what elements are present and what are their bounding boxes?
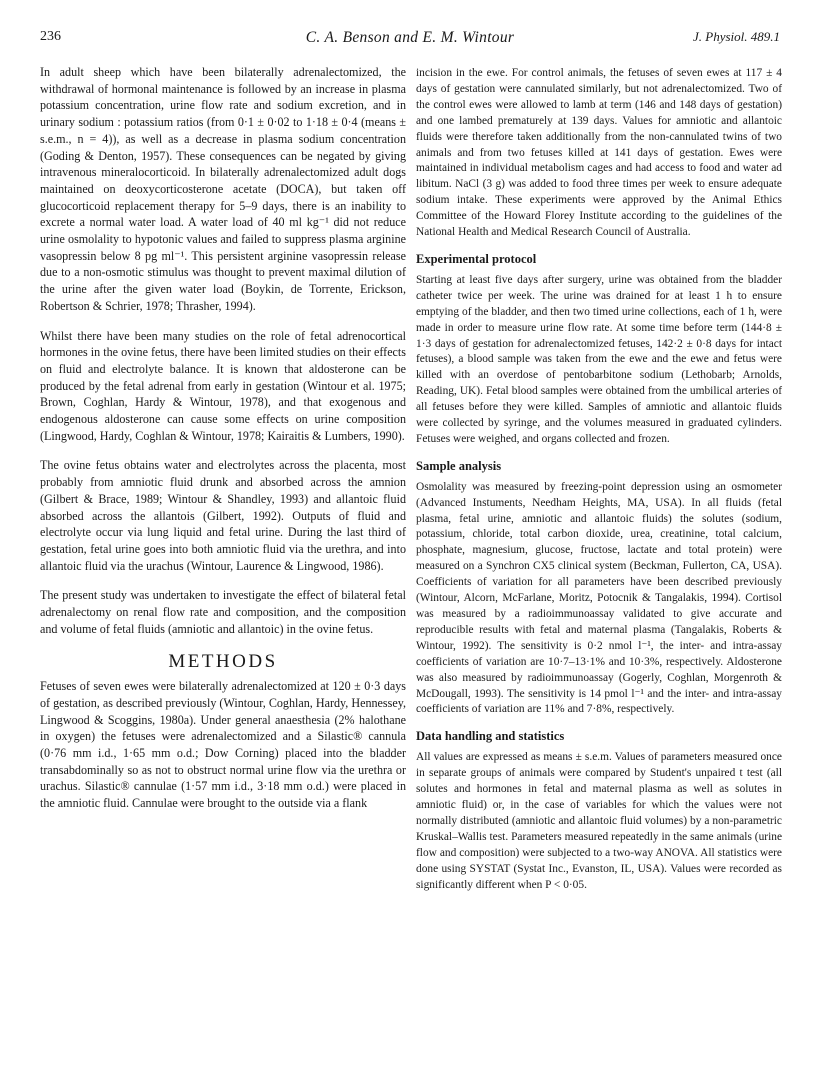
page-number: 236	[40, 29, 61, 44]
subsection-heading: Sample analysis	[416, 458, 502, 473]
running-authors: C. A. Benson and E. M. Wintour	[305, 29, 515, 46]
subsection-heading: Experimental protocol	[416, 251, 537, 266]
paragraph: The ovine fetus obtains water and electrolytes across the placenta, most probably from amniotic fluid drunk and absorbed across the amnion (Gilbert & Brace, 1989; Wintour & Shandley, 1993) and allantoic fluid absorbed across the allantois (Gilbert, 1992). Outputs of fluid and electrolyte occur via lung liquid and fetal urine. During the last third of gestation, fetal urine goes into both amniotic fluid via the urethra, and into allantoic fluid via the urachus (Wintour, Laurence & Lingwood, 1986).	[40, 458, 406, 573]
paragraph: Starting at least five days after surgery, urine was obtained from the bladder catheter twice per week. The urine was drained for at least 1 h to ensure emptying of the bladder, and then two timed urine collections, each of 1 h, were made in order to measure urine flow rate. At some time before term (144·8 ± 1·3 days of gestation for adrenalectomized fetuses, 142·2 ± 0·8 days for intact fetuses), a blood sample was taken from the ewe and the ewe and fetus were killed with an overdose of pentobarbitone sodium (Lethobarb; Arnolds, Reading, UK). Fetal blood samples were obtained from the umbilical arteries of all fetuses before they were killed. Samples of amniotic and allantoic fluids were collected by syringe, and the volumes measured in graduated cylinders. Fetuses were weighed, and organs collected and frozen.	[416, 273, 782, 445]
paragraph: Whilst there have been many studies on the role of fetal adrenocortical hormones in the ovine fetus, there have been limited studies on their effects on fluid and electrolyte balance. It is known that aldosterone can be produced by the fetal adrenal from early in gestation (Wintour et al. 1975; Brown, Coghlan, Hardy & Wintour, 1978), and that exogenous and endogenous aldosterone can cause some effects on urine composition (Lingwood, Hardy, Coghlan & Wintour, 1978; Kairaitis & Lumbers, 1990).	[40, 328, 406, 443]
paragraph: Fetuses of seven ewes were bilaterally adrenalectomized at 120 ± 0·3 days of gestation, as described previously (Wintour, Coghlan, Hardy, Hennessey, Lingwood & Scoggins, 1980a). Under general anaesthesia (2% halothane in oxygen) the fetuses were adrenalectomized and a Silastic® cannula (0·76 mm i.d., 1·65 mm o.d.; Dow Corning) placed into the bladder transabdominally so as not to obstruct normal urine flow via the urethra or urachus. Silastic® cannulae (1·57 mm i.d., 3·18 mm o.d.) were placed in the amniotic fluid. Cannulae were brought to the outside via a flank	[40, 679, 406, 811]
paragraph: incision in the ewe. For control animals, the fetuses of seven ewes at 117 ± 4 days of gestation were cannulated similarly, but not adrenalectomized. Two of the control ewes were allowed to lamb at term (146 and 148 days of gestation) and one lambed prematurely at 139 days. Values for amniotic and allantoic fluids were therefore taken additionally from the non-cannulated twins of two animals and from two fetuses killed at 141 days of gestation. Ewes were maintained in individual metabolism cages and had access to food and water ad libitum. NaCl (3 g) was added to food three times per week to ensure adequate sodium intake. These experiments were approved by the Animal Ethics Committee of the Howard Florey Institute according to the guidelines of the National Health and Medical Research Council of Australia.	[416, 67, 782, 239]
section-heading-methods: METHODS	[168, 650, 278, 672]
right-column	[416, 66, 782, 904]
paragraph: In adult sheep which have been bilaterally adrenalectomized, the withdrawal of hormonal maintenance is followed by an increase in plasma potassium concentration, urine flow rate and sodium excretion, and in urinary sodium : potassium ratios (from 0·1 ± 0·02 to 1·18 ± 0·4 (means ± s.e.m., n = 4)), as well as a decrease in plasma sodium concentration (Goding & Denton, 1957). These consequences can be negated by giving intravenous mineralocorticoid. In bilaterally adrenalectomized adult dogs maintained on deoxycorticosterone acetate (DOCA), but taken off glucocorticoid replacement therapy for 5–9 days, there is an inability to excrete a normal water load. A water load of 40 ml kg⁻¹ did not reduce urine osmolality to hypotonic values and failed to suppress plasma arginine vasopressin below 8 pg ml⁻¹. This persistent arginine vasopressin release due to a non-osmotic stimulus was thought to prevent maximal dilution of the urine after the given water load (Boykin, de Torrente, Erickson, Robertson & Schrier, 1978; Thrasher, 1994).	[40, 65, 406, 313]
left-column	[40, 64, 406, 825]
subsection-heading: Data handling and statistics	[416, 729, 565, 744]
journal-reference: J. Physiol. 489.1	[692, 29, 780, 44]
running-header	[40, 29, 780, 49]
paragraph: Osmolality was measured by freezing-point depression using an osmometer (Advanced Instuments, Needham Heights, MA, USA). In all fluids (fetal plasma, fetal urine, amniotic and allantoic fluids) the solutes (sodium, potassium, chloride, total carbon dioxide, urea, creatinine, total calcium, phosphate, magnesium, glucose, fructose, lactate and total protein) were measured on a Synchron CX5 clinical system (Beckman, Fullerton, CA, USA). Coefficients of variation for all parameters have been described previously (Wintour, Alcorn, McFarlane, Moritz, Potocnik & Tangalakis, 1994). Cortisol was measured by a radioimmunoassay validated to give accurate and reproducible results with fetal and maternal plasma (Tangalakis, Roberts & Wintour, 1992). The sensitivity is 0·2 nmol l⁻¹, the inter- and intra-assay coefficients of variation are 10·7–13·1% and 10·3%, respectively. Aldosterone was also measured by radioimmunoassay (Gogerly, Coghlan, Morgenroth & McDougall, 1993). The sensitivity is 14 pmol l⁻¹ and the inter- and intra-assay coefficients of variation are 11% and 7·8%, respectively.	[416, 480, 782, 716]
paragraph: All values are expressed as means ± s.e.m. Values of parameters measured once in separate groups of animals were compared by Student's unpaired t test (all solutes and hormones in fetal and maternal plasma as well as solutes in amniotic fluid) or, in the case of variables for which the values were not normally distributed (amniotic and allantoic fluid volumes) by a non-parametric Kruskal–Wallis test. Parameters measured repeatedly in the same animals (urine flow and composition) were subjected to a two-way ANOVA. All statistics were done using SYSTAT (Systat Inc., Evanston, IL, USA). Values were recorded as significantly different when P < 0·05.	[416, 751, 782, 891]
paragraph: The present study was undertaken to investigate the effect of bilateral fetal adrenalectomy on renal flow rate and composition, and the composition and volume of fetal fluids (amniotic and allantoic) in the ovine fetus.	[40, 588, 406, 636]
